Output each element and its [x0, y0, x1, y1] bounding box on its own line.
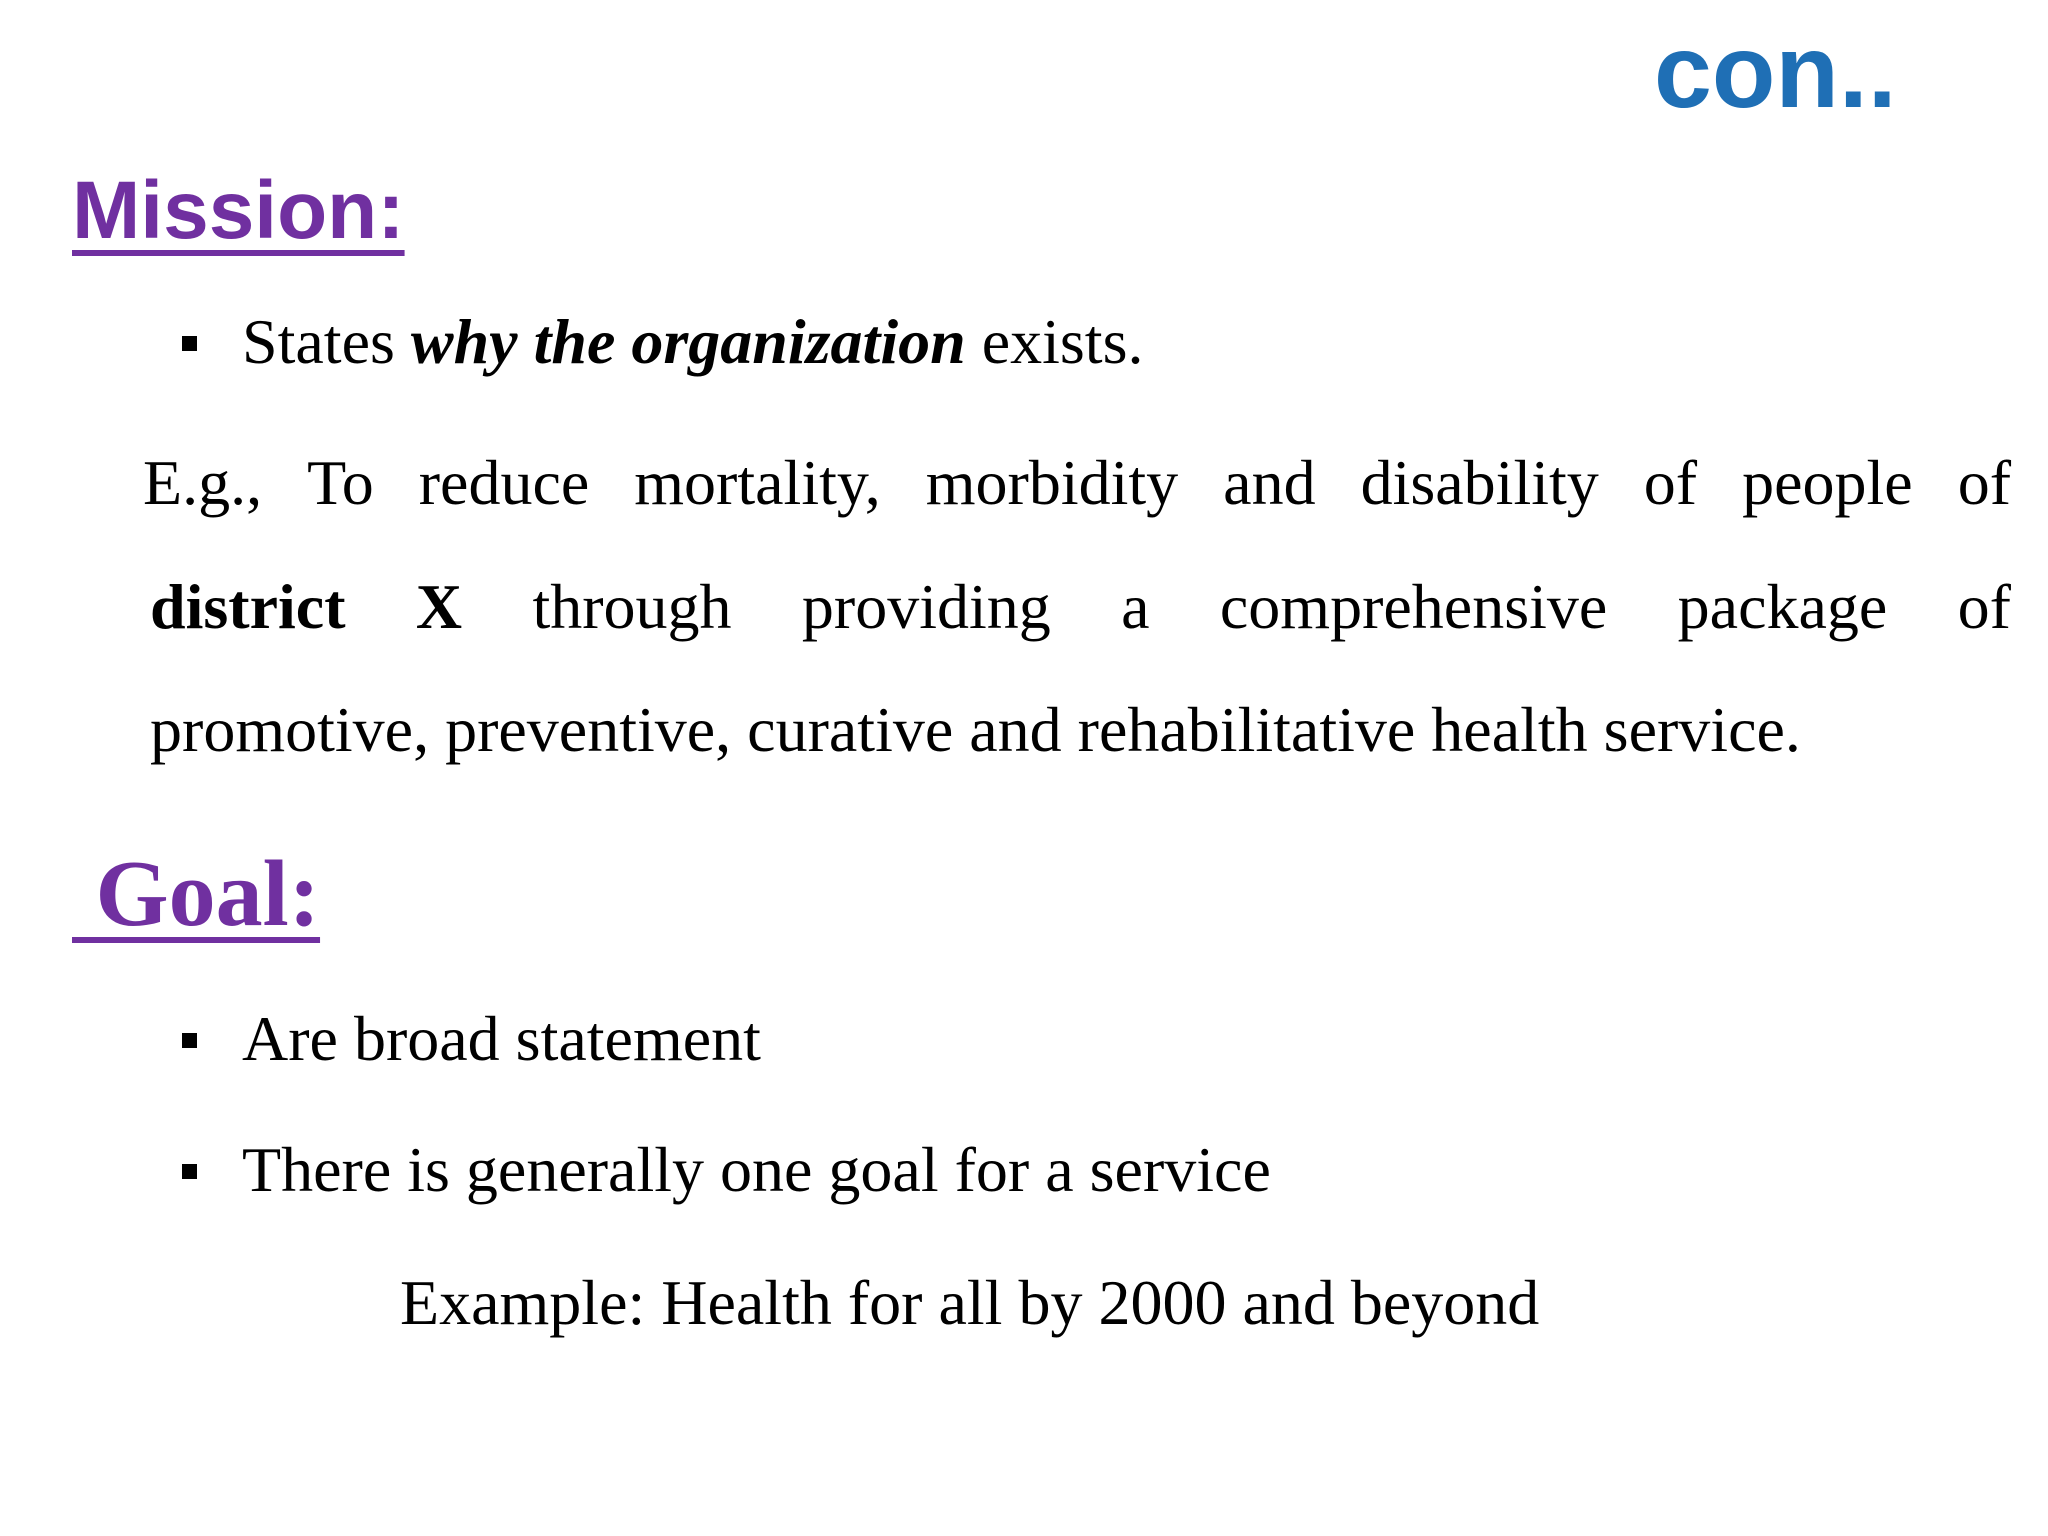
district-bold: district: [150, 571, 346, 642]
continuation-title: con..: [1654, 14, 1897, 130]
bullet-square-icon: [182, 1164, 197, 1179]
word: comprehensive: [1219, 571, 1608, 642]
mission-example-line-3: promotive, preventive, curative and rehabilitative health service.: [150, 694, 1801, 765]
mission-example-line-1: [143, 446, 2011, 520]
mission-heading: Mission:: [72, 165, 405, 256]
mission-example-line-2: [150, 570, 2011, 644]
word: of: [1643, 447, 1698, 518]
word: people: [1742, 447, 1913, 518]
mission-bullet: [242, 305, 1143, 379]
word: E.g.,: [143, 447, 263, 518]
word: of: [1957, 571, 2011, 642]
word: reduce: [418, 447, 590, 518]
word: providing: [801, 571, 1051, 642]
goal-bullet-1: Are broad statement: [242, 1003, 761, 1074]
mission-bullet-suffix: exists.: [981, 306, 1144, 377]
word: package: [1677, 571, 1888, 642]
goal-example: Example: Health for all by 2000 and beyond: [400, 1267, 1540, 1338]
mission-bullet-emphasis: why the organization: [410, 306, 966, 377]
mission-bullet-prefix: States: [242, 306, 395, 377]
word: a: [1121, 571, 1150, 642]
word: To: [307, 447, 374, 518]
word: disability: [1360, 447, 1599, 518]
bullet-square-icon: [182, 1033, 197, 1048]
word: through: [532, 571, 732, 642]
bullet-square-icon: [182, 336, 197, 351]
word: of: [1957, 447, 2011, 518]
goal-bullet-2: There is generally one goal for a service: [242, 1134, 1271, 1205]
word: mortality,: [634, 447, 881, 518]
x-bold: X: [415, 571, 463, 642]
word: and: [1223, 447, 1316, 518]
word: morbidity: [925, 447, 1179, 518]
goal-heading: Goal:: [72, 842, 321, 946]
